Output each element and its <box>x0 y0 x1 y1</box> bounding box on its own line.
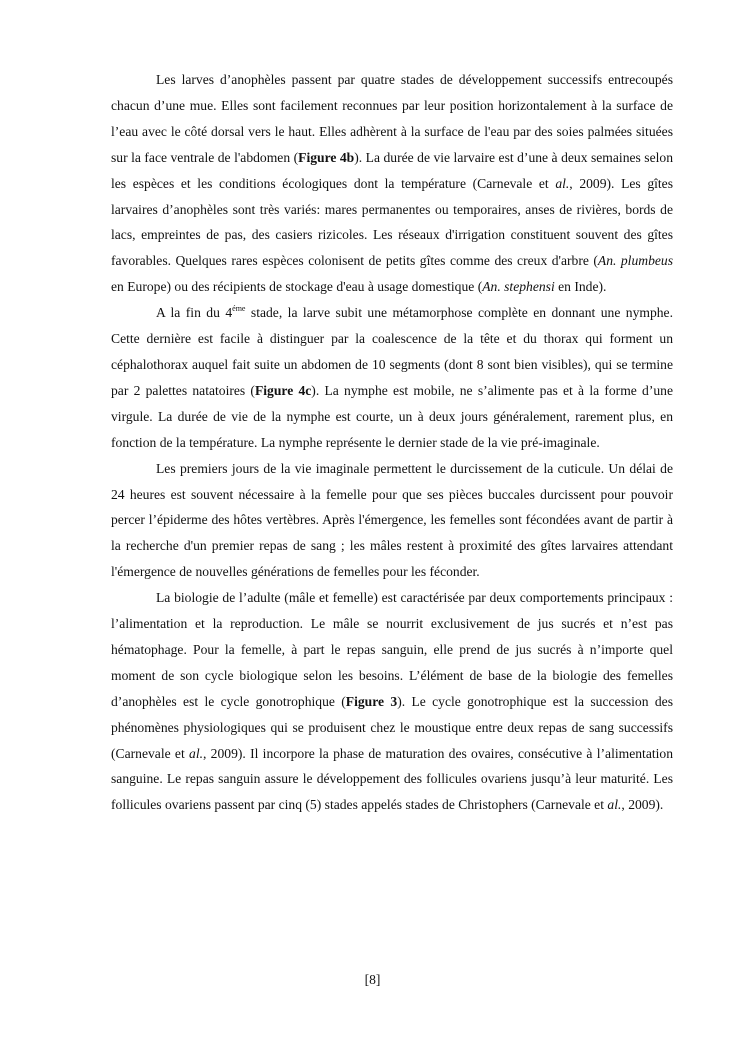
bold-figure-ref: Figure 3 <box>345 693 398 709</box>
text-run: , 2009). Les gîtes larvaires d’anophèles sont très variés: mares permanentes ou temporaires, anses de rivières, bords de lacs, empreintes de pas, des casiers rizicoles. Les réseaux d'irrigation constituent souvent des gîtes favorables. Quelques rares espèces colonisent de petits gîtes comme des creux d'arbre ( <box>111 175 673 269</box>
text-run: , 2009). Il incorpore la phase de maturation des ovaires, consécutive à l’alimentation sanguine. Le repas sanguin assure le développement des follicules ovariens jusqu’à leur maturité. Les follicules ovariens passent par cinq (5) stades appelés stades de Christophers (Carnevale et <box>111 745 674 813</box>
bold-figure-ref: Figure 4b <box>298 149 355 165</box>
text-run: , 2009). <box>621 797 664 813</box>
italic-text: al. <box>189 745 203 761</box>
text-run: ). La durée de vie larvaire est d’une à deux semaines selon les espèces et les conditions écologiques dont la température (Carnevale et <box>111 149 673 191</box>
italic-text: An. stephensi <box>482 279 555 295</box>
paragraph-larval-stages <box>111 67 673 300</box>
italic-text: An. plumbeus <box>597 253 673 269</box>
body-text <box>111 67 673 818</box>
page-number: [8] <box>364 972 381 987</box>
text-run: en Europe) ou des récipients de stockage d'eau à usage domestique ( <box>111 279 483 295</box>
superscript-text: éme <box>232 304 246 314</box>
paragraph-imaginal-life <box>111 456 673 586</box>
paragraph-adult-biology <box>111 585 673 818</box>
bold-figure-ref: Figure 4c <box>254 382 312 398</box>
text-run: Les larves d’anophèles passent par quatre stades de développement successifs entrecoupés chacun d’une mue. Elles sont facilement reconnues par leur position horizontalement à la surface de l’eau avec le côté dorsal vers le haut. Elles adhèrent à la surface de l'eau par des soies palmées situées sur la face ventrale de l'abdomen ( <box>111 72 673 165</box>
text-run: La biologie de l’adulte (mâle et femelle) est caractérisée par deux comportements principaux : l’alimentation et la reproduction. Le mâle se nourrit exclusivement de jus sucrés et n’est pas hématophage. Pour la femelle, à part le repas sanguin, elle prend de jus sucrés à n’importe quel moment de son cycle biologique selon les besoins. L’élément de base de la biologie des femelles d’anophèles est le cycle gonotrophique ( <box>111 590 673 709</box>
text-run: ). La nymphe est mobile, ne s’alimente pas et à la forme d’une virgule. La durée de vie de la nymphe est courte, un à deux jours généralement, rarement plus, en fonction de la température. La nymphe représente le dernier stade de la vie pré-imaginale. <box>111 382 673 450</box>
text-run: stade, la larve subit une métamorphose complète en donnant une nymphe. Cette dernière est facile à distinguer par la coalescence de la tête et du thorax qui forment un céphalothorax auquel fait suite un abdomen de 10 segments (dont 8 sont bien visibles), qui se termine par 2 palettes natatoires ( <box>111 305 673 398</box>
italic-text: al. <box>555 175 570 191</box>
text-run: ). Le cycle gonotrophique est la succession des phénomènes physiologiques qui se produisent chez le moustique entre deux repas de sang successifs (Carnevale et <box>111 693 673 761</box>
text-run: Les premiers jours de la vie imaginale permettent le durcissement de la cuticule. Un délai de 24 heures est souvent nécessaire à la femelle pour que ses pièces buccales durcissent pour pouvoir percer l’épiderme des hôtes vertèbres. Après l'émergence, les femelles sont fécondées avant de partir à la recherche d'un premier repas de sang ; les mâles restent à proximité des gîtes larvaires attendant l'émergence de nouvelles générations de femelles pour les féconder. <box>111 460 673 580</box>
paragraph-nymph-stage <box>111 300 673 455</box>
text-run: A la fin du 4 <box>156 305 233 321</box>
italic-text: al. <box>607 797 622 813</box>
text-run: en Inde). <box>554 279 607 295</box>
